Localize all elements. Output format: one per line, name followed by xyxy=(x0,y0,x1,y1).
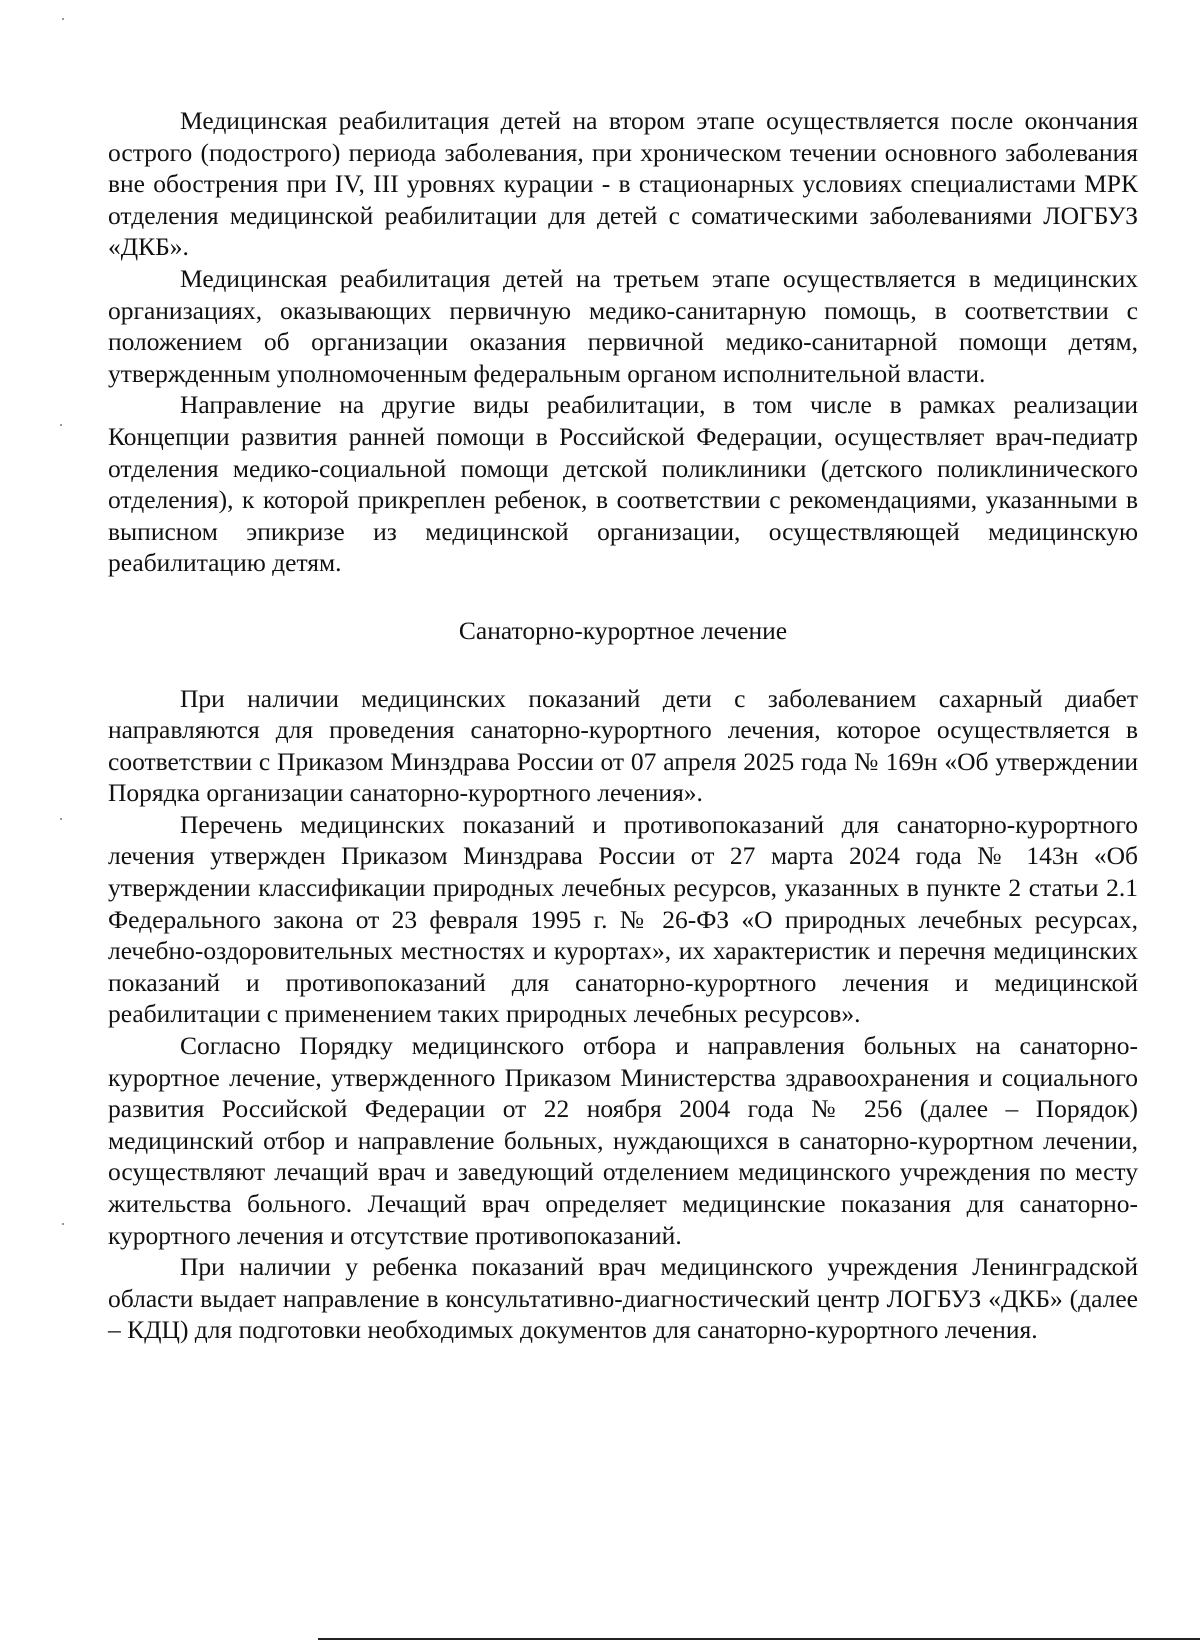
scan-artifact-dot xyxy=(62,18,64,20)
paragraph-indications-list: Перечень медицинских показаний и противопоказаний для санаторно-курортного лечения утвержден Приказом Минздрава России от 27 марта 2024 года № 143н «Об утверждении классификации природных лечебных ресурсов, указанных в пункте 2 статьи 2.1 Федерального закона от 23 февраля 1995 г. № 26-ФЗ «О природных лечебных ресурсах, лечебно-оздоровительных местностях и курортах», их характеристик и перечня медицинских показаний и противопоказаний для санаторно-курортного лечения и медицинской реабилитации с применением таких природных лечебных ресурсов». xyxy=(108,809,1138,1029)
scan-bottom-edge-line xyxy=(318,1638,1200,1640)
paragraph-third-stage-rehab: Медицинская реабилитация детей на третьем этапе осуществляется в медицинских организациях, оказывающих первичную медико-санитарную помощь, в соответствии с положением об организации оказания первичной медико-санитарной помощи детям, утвержденным уполномоченным федеральным органом исполнительной власти. xyxy=(108,263,1138,388)
paragraph-other-rehab-referral: Направление на другие виды реабилитации, в том числе в рамках реализации Концепции развития ранней помощи в Российской Федерации, осуществляет врач-педиатр отделения медико-социальной помощи детской поликлиники (детского поликлинического отделения), к которой прикреплен ребенок, в соответствии с рекомендациями, указанными в выписном эпикризе из медицинской организации, осуществляющей медицинскую реабилитацию детям. xyxy=(108,390,1138,578)
paragraph-referral-kdc: При наличии у ребенка показаний врач медицинского учреждения Ленинградской области выдает направление в консультативно-диагностический центр ЛОГБУЗ «ДКБ» (далее – КДЦ) для подготовки необходимых документов для санаторно-курортного лечения. xyxy=(108,1252,1138,1345)
scan-artifact-dot xyxy=(60,424,62,426)
paragraph-second-stage-rehab: Медицинская реабилитация детей на втором этапе осуществляется после окончания острого (подострого) периода заболевания, при хроническом течении основного заболевания вне обострения при IV, III уровнях курации - в стационарных условиях специалистами МРК отделения медицинской реабилитации для детей с соматическими заболеваниями ЛОГБУЗ «ДКБ». xyxy=(108,106,1138,262)
scan-artifact-dot xyxy=(62,1223,64,1225)
scan-artifact-dot xyxy=(60,818,62,820)
paragraph-sanatorium-indications: При наличии медицинских показаний дети с заболеванием сахарный диабет направляются для проведения санаторно-курортного лечения, которое осуществляется в соответствии с Приказом Минздрава России от 07 апреля 2025 года № 169н «Об утверждении Порядка организации санаторно-курортного лечения». xyxy=(108,683,1138,808)
section-heading: Санаторно-курортное лечение xyxy=(458,615,788,645)
paragraph-selection-procedure: Согласно Порядку медицинского отбора и направления больных на санаторно-курортное лечение, утвержденного Приказом Министерства здравоохранения и социального развития Российской Федерации от 22 ноября 2004 года № 256 (далее – Порядок) медицинский отбор и направление больных, нуждающихся в санаторно-курортном лечении, осуществляют лечащий врач и заведующий отделением медицинского учреждения по месту жительства больного. Лечащий врач определяет медицинские показания для санаторно-курортного лечения и отсутствие противопоказаний. xyxy=(108,1031,1138,1250)
document-page xyxy=(108,105,1138,1346)
